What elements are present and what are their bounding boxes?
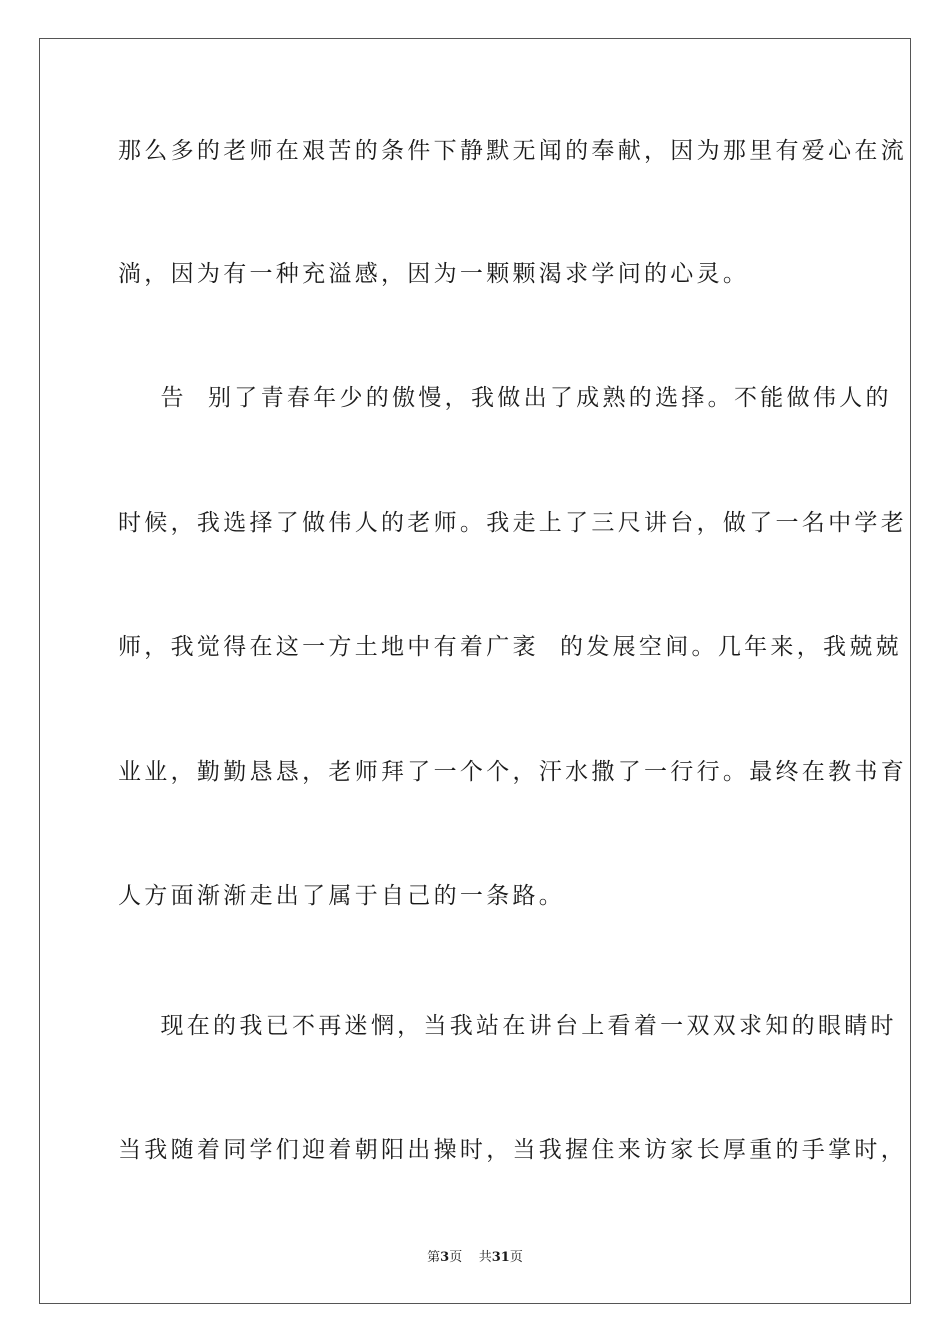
text-line: 那么多的老师在艰苦的条件下静默无闻的奉献，因为那里有爱心在流 [118, 138, 907, 164]
text-line: 时候，我选择了做伟人的老师。我走上了三尺讲台，做了一名中学老 [118, 510, 907, 536]
footer-page-number: 3 [440, 1250, 450, 1265]
text-line: 当我随着同学们迎着朝阳出操时，当我握住来访家长厚重的手掌时， [118, 1137, 907, 1163]
text-line: 业业，勤勤恳恳，老师拜了一个个，汗水撒了一行行。最终在教书育 [118, 759, 907, 785]
text-line: 告 别了青春年少的傲慢，我做出了成熟的选择。不能做伟人的 [118, 385, 892, 411]
text-line: 现在的我已不再迷惘，当我站在讲台上看着一双双求知的眼睛时 [118, 1013, 897, 1039]
page-border [39, 38, 911, 1304]
footer-suffix: 页 [509, 1250, 523, 1265]
footer-prefix: 第 [427, 1250, 441, 1265]
text-line: 淌，因为有一种充溢感，因为一颗颗渴求学问的心灵。 [118, 261, 750, 287]
text-line: 人方面渐渐走出了属于自己的一条路。 [118, 883, 566, 909]
footer-middle: 页 共 [449, 1250, 492, 1265]
text-line: 师，我觉得在这一方土地中有着广袤 的发展空间。几年来，我兢兢 [118, 634, 902, 660]
page-footer [0, 1246, 950, 1265]
footer-total-pages: 31 [491, 1250, 510, 1265]
